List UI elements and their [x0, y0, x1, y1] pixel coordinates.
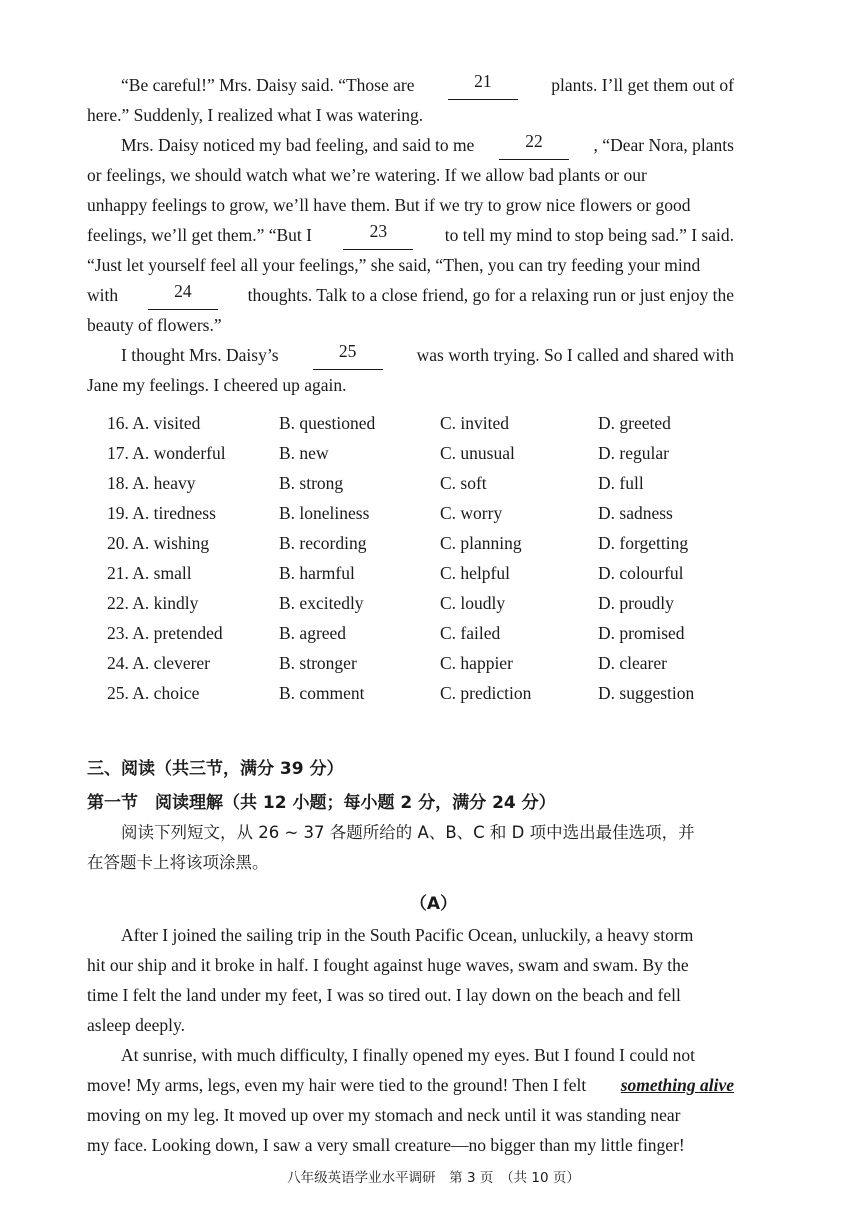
blank-24: 24 — [148, 280, 218, 310]
option-d: D. promised — [598, 623, 685, 643]
question-options — [107, 473, 747, 503]
blank-23: 23 — [343, 220, 413, 250]
passage-line: my face. Looking down, I saw a very small creature—no bigger than my little finger! — [87, 1135, 685, 1155]
passage-text: hit our ship and it broke in half. I fought against huge waves, swam and swam. By the — [87, 955, 689, 975]
option-c: C. prediction — [440, 683, 532, 703]
option-b: B. agreed — [279, 623, 347, 643]
option-d: D. clearer — [598, 653, 667, 673]
passage-line — [87, 250, 734, 280]
option-c: C. invited — [440, 413, 510, 433]
blank-25: 25 — [313, 340, 383, 370]
option-d: D. regular — [598, 443, 669, 463]
option-a: 17. A. wonderful — [107, 443, 226, 463]
question-options — [107, 623, 747, 653]
cloze-passage — [87, 70, 734, 400]
blank-22: 22 — [499, 130, 569, 160]
question-options — [107, 683, 747, 713]
passage-line — [87, 920, 734, 950]
option-a: 16. A. visited — [107, 413, 201, 433]
option-c: C. unusual — [440, 443, 515, 463]
passage-text: moving on my leg. It moved up over my stomach and neck until it was standing near — [87, 1105, 681, 1125]
option-c: C. loudly — [440, 593, 506, 613]
passage-line — [87, 1040, 734, 1070]
option-d: D. proudly — [598, 593, 674, 613]
passage-line — [87, 1070, 734, 1100]
question-options — [107, 533, 747, 563]
option-d: D. full — [598, 473, 644, 493]
section-instruction — [87, 818, 734, 878]
passage-line — [87, 220, 734, 250]
page-footer: 八年级英语学业水平调研 第 3 页 （共 10 页） — [287, 1170, 580, 1186]
instruction-line: 在答题卡上将该项涂黑。 — [87, 853, 269, 872]
option-a: 18. A. heavy — [107, 473, 196, 493]
option-a: 25. A. choice — [107, 683, 200, 703]
option-b: B. harmful — [279, 563, 355, 583]
option-c: C. soft — [440, 473, 487, 493]
option-c: C. happier — [440, 653, 513, 673]
option-a: 19. A. tiredness — [107, 503, 216, 523]
passage-text: to tell my mind to stop being sad.” I said. — [444, 225, 734, 245]
passage-line — [87, 950, 734, 980]
option-d: D. suggestion — [598, 683, 695, 703]
option-b: B. strong — [279, 473, 344, 493]
option-d: D. colourful — [598, 563, 684, 583]
passage-line: here.” Suddenly, I realized what I was watering. — [87, 105, 424, 125]
passage-line — [87, 190, 734, 220]
passage-text: with — [87, 285, 119, 305]
instruction-line: 阅读下列短文，从 26 ~ 37 各题所给的 A、B、C 和 D 项中选出最佳选项，并 — [121, 823, 695, 842]
passage-text: unhappy feelings to grow, we’ll have them. But if we try to grow nice flowers or good — [87, 195, 691, 215]
option-a: 21. A. small — [107, 563, 192, 583]
option-b: B. questioned — [279, 413, 376, 433]
option-a: 20. A. wishing — [107, 533, 210, 553]
option-b: B. new — [279, 443, 329, 463]
option-b: B. loneliness — [279, 503, 370, 523]
passage-line — [87, 340, 734, 370]
passage-text: At sunrise, with much difficulty, I finally opened my eyes. But I found I could not — [121, 1045, 695, 1065]
option-d: D. sadness — [598, 503, 673, 523]
passage-text: time I felt the land under my feet, I was so tired out. I lay down on the beach and fell — [87, 985, 681, 1005]
option-c: C. failed — [440, 623, 501, 643]
section-subtitle: 第一节 阅读理解（共 12 小题；每小题 2 分，满分 24 分） — [87, 793, 556, 813]
option-d: D. greeted — [598, 413, 671, 433]
option-c: C. planning — [440, 533, 522, 553]
reading-passage-a — [87, 920, 734, 1160]
passage-line: asleep deeply. — [87, 1015, 185, 1035]
blank-21: 21 — [448, 70, 518, 100]
passage-line — [87, 980, 734, 1010]
passage-text: was worth trying. So I called and shared with — [416, 345, 734, 365]
option-b: B. excitedly — [279, 593, 364, 613]
passage-text: or feelings, we should watch what we’re watering. If we allow bad plants or our — [87, 165, 647, 185]
option-b: B. comment — [279, 683, 365, 703]
question-options — [107, 563, 747, 593]
passage-text: , “Dear Nora, plants — [593, 135, 734, 155]
question-options — [107, 593, 747, 623]
passage-line — [87, 280, 734, 310]
option-d: D. forgetting — [598, 533, 689, 553]
passage-text: feelings, we’ll get them.” “But I — [87, 225, 312, 245]
passage-text: move! My arms, legs, even my hair were tied to the ground! Then I felt — [87, 1075, 587, 1095]
passage-text: “Just let yourself feel all your feelings,” she said, “Then, you can try feeding your mind — [87, 255, 701, 275]
section-title: 三、阅读（共三节，满分 39 分） — [87, 759, 344, 779]
passage-text: plants. I’ll get them out of — [551, 75, 734, 95]
question-options — [107, 503, 747, 533]
passage-line: Jane my feelings. I cheered up again. — [87, 375, 347, 395]
passage-line — [87, 1100, 734, 1130]
option-b: B. recording — [279, 533, 367, 553]
option-a: 23. A. pretended — [107, 623, 223, 643]
option-a: 24. A. cleverer — [107, 653, 211, 673]
option-b: B. stronger — [279, 653, 357, 673]
emphasized-phrase: something alive — [620, 1075, 734, 1095]
option-c: C. helpful — [440, 563, 510, 583]
options-list — [107, 413, 747, 713]
passage-line — [87, 160, 734, 190]
passage-text: “Be careful!” Mrs. Daisy said. “Those are — [121, 75, 415, 95]
passage-text: I thought Mrs. Daisy’s — [121, 345, 279, 365]
question-options — [107, 443, 747, 473]
question-options — [107, 653, 747, 683]
passage-line — [87, 70, 734, 100]
passage-text: After I joined the sailing trip in the South Pacific Ocean, unluckily, a heavy storm — [121, 925, 694, 945]
passage-label: （A） — [409, 894, 458, 914]
passage-line — [87, 130, 734, 160]
option-c: C. worry — [440, 503, 503, 523]
passage-text: thoughts. Talk to a close friend, go for a relaxing run or just enjoy the — [247, 285, 734, 305]
passage-line: beauty of flowers.” — [87, 315, 222, 335]
question-options — [107, 413, 747, 443]
passage-text: Mrs. Daisy noticed my bad feeling, and said to me — [121, 135, 475, 155]
option-a: 22. A. kindly — [107, 593, 199, 613]
